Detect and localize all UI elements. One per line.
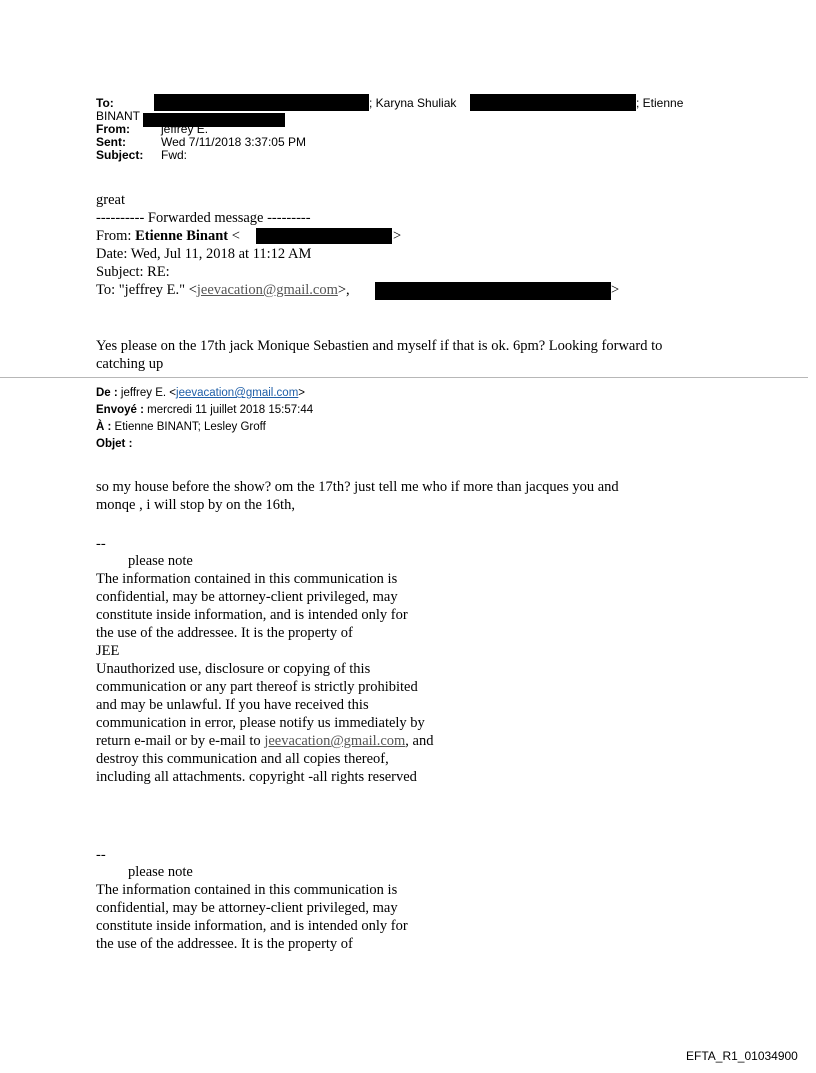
signature-line: JEE: [96, 643, 120, 659]
fwd-from-label: From:: [96, 228, 136, 244]
signature-return-prefix: return e-mail or by e-mail to: [96, 733, 265, 749]
document-id: EFTA_R1_01034900: [686, 1049, 798, 1063]
to-recipient-karyna: ; Karyna Shuliak: [369, 96, 457, 110]
quoted-de-email-link[interactable]: jeevacation@gmail.com: [176, 387, 299, 399]
signature-line: constitute inside information, and is intended only for: [96, 918, 408, 934]
greeting: great: [96, 192, 125, 208]
fwd-to-suffix: >,: [337, 282, 350, 298]
quoted-envoye-line: [96, 403, 313, 418]
signature-line: The information contained in this communication is: [96, 571, 398, 587]
signature-line: including all attachments. copyright -all rights reserved: [96, 769, 417, 785]
quoted-de-line: [96, 386, 305, 401]
fwd-to-prefix: To: "jeffrey E." <: [96, 282, 197, 298]
signature-line: confidential, may be attorney-client privileged, may: [96, 589, 398, 605]
quoted-a-value: Etienne BINANT; Lesley Groff: [114, 421, 266, 433]
quoted-a-label: À :: [96, 421, 115, 433]
to-label: To:: [96, 96, 114, 110]
quoted-envoye-value: mercredi 11 juillet 2018 15:57:44: [147, 404, 314, 416]
from-label: From:: [96, 122, 130, 136]
signature-please-note: please note: [128, 864, 193, 880]
signature-line: communication or any part thereof is strictly prohibited: [96, 679, 418, 695]
signature-line: communication in error, please notify us immediately by: [96, 715, 425, 731]
subject-label: Subject:: [96, 148, 144, 162]
redaction-box: [470, 94, 636, 111]
signature-line: The information contained in this communication is: [96, 882, 398, 898]
fwd-date: Date: Wed, Jul 11, 2018 at 11:12 AM: [96, 246, 312, 262]
redaction-box: [154, 94, 369, 111]
quoted-a-line: [96, 420, 266, 435]
fwd-from-line: [96, 228, 240, 244]
redaction-box: [256, 228, 392, 244]
fwd-from-open: <: [228, 228, 240, 244]
to-recipient-binant: BINANT: [96, 109, 141, 123]
signature-return-suffix: , and: [405, 733, 434, 749]
signature-line: the use of the addressee. It is the property of: [96, 625, 353, 641]
signature-line: the use of the addressee. It is the property of: [96, 936, 353, 952]
signature-line: Unauthorized use, disclosure or copying of this: [96, 661, 371, 677]
reply-line-2: catching up: [96, 356, 164, 372]
signature-please-note: please note: [128, 553, 193, 569]
quoted-de-suffix: >: [298, 387, 305, 399]
signature-dashes: --: [96, 536, 106, 552]
reply-line-1: Yes please on the 17th jack Monique Sebastien and myself if that is ok. 6pm? Looking forward to: [96, 338, 663, 354]
separator-line: [0, 377, 808, 378]
quoted-message-line-1: so my house before the show? om the 17th? just tell me who if more than jacques you and: [96, 479, 619, 495]
signature-return-line: [96, 733, 433, 749]
fwd-subject: Subject: RE:: [96, 264, 170, 280]
signature-line: destroy this communication and all copies thereof,: [96, 751, 389, 767]
fwd-to-email-link[interactable]: jeevacation@gmail.com: [196, 282, 338, 298]
forward-marker: ---------- Forwarded message ---------: [96, 210, 311, 226]
redaction-box: [375, 282, 611, 300]
signature-line: constitute inside information, and is intended only for: [96, 607, 408, 623]
signature-email-link[interactable]: jeevacation@gmail.com: [264, 733, 406, 749]
signature-line: and may be unlawful. If you have received this: [96, 697, 369, 713]
fwd-to-close: >: [611, 282, 620, 298]
signature-line: confidential, may be attorney-client privileged, may: [96, 900, 398, 916]
quoted-de-label: De :: [96, 387, 121, 399]
to-recipient-etienne: ; Etienne: [636, 96, 684, 110]
signature-dashes: --: [96, 847, 106, 863]
quoted-message-line-2: monqe , i will stop by on the 16th,: [96, 497, 295, 513]
fwd-from-close: >: [393, 228, 402, 244]
subject-value: Fwd:: [161, 148, 188, 162]
fwd-from-name: Etienne Binant: [135, 228, 229, 244]
sent-label: Sent:: [96, 135, 126, 149]
quoted-objet-label: Objet :: [96, 438, 133, 450]
from-value: jeffrey E.: [161, 122, 209, 136]
quoted-envoye-label: Envoyé :: [96, 404, 148, 416]
quoted-de-prefix: jeffrey E. <: [120, 387, 177, 399]
fwd-to-line: [96, 282, 350, 298]
sent-value: Wed 7/11/2018 3:37:05 PM: [161, 135, 306, 149]
